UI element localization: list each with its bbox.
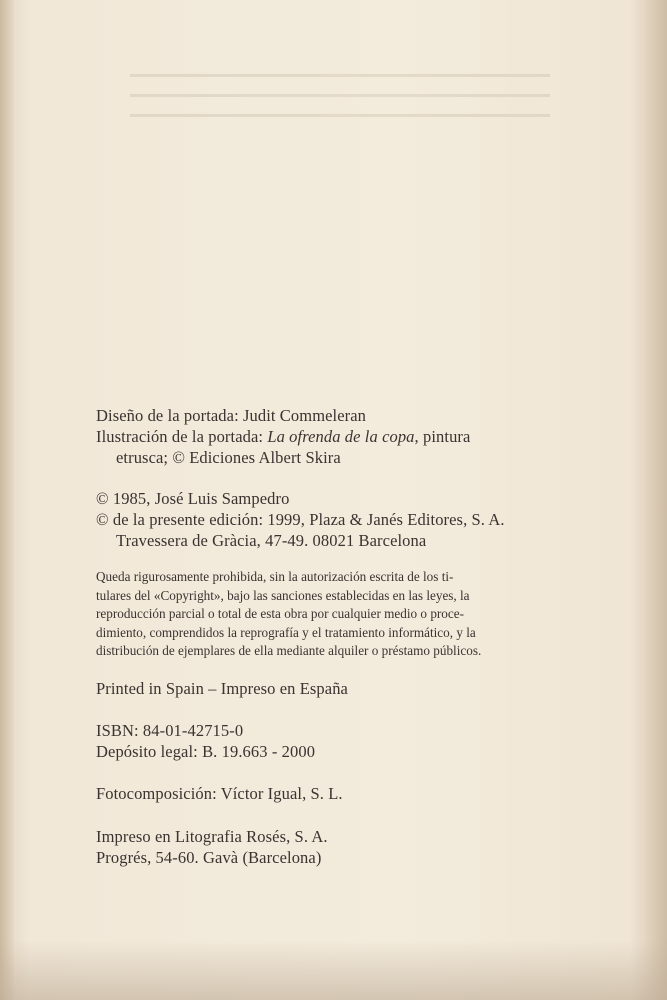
printed-in <box>96 678 566 699</box>
legal-notice <box>96 568 566 661</box>
illustration-suffix: , pintura <box>414 427 471 446</box>
cover-credits <box>96 405 566 468</box>
printer-name: Impreso en Litografia Rosés, S. A. <box>96 827 328 846</box>
legal-notice-line: tulares del «Copyright», bajo las sanciones establecidas en las leyes, la <box>96 587 470 603</box>
legal-notice-line: reproducción parcial o total de esta obra por cualquier medio o proce- <box>96 606 464 621</box>
illustration-prefix: Ilustración de la portada: <box>96 427 268 446</box>
legal-notice-line: dimiento, comprendidos la reprografía y el tratamiento informático, y la <box>96 624 476 640</box>
deposito-legal: Depósito legal: B. 19.663 - 2000 <box>96 742 316 761</box>
printed-in-spain: Printed in Spain – Impreso en España <box>96 679 348 698</box>
publisher-address: Travessera de Gràcia, 47-49. 08021 Barcelona <box>116 531 427 550</box>
author-copyright: © 1985, José Luis Sampedro <box>96 489 290 508</box>
fotocomposicion: Fotocomposición: Víctor Igual, S. L. <box>96 784 343 803</box>
page-bottom-shadow <box>0 940 667 1000</box>
legal-notice-line: Queda rigurosamente prohibida, sin la autorización escrita de los ti- <box>96 569 454 584</box>
page-edge-shadow <box>629 0 667 1000</box>
edition-copyright: © de la presente edición: 1999, Plaza & Janés Editores, S. A. <box>96 510 505 529</box>
isbn-block <box>96 720 566 762</box>
isbn: ISBN: 84-01-42715-0 <box>96 721 244 740</box>
legal-notice-line: distribución de ejemplares de ella mediante alquiler o préstamo públicos. <box>96 643 482 658</box>
printer-block <box>96 826 566 868</box>
copyright-block <box>96 488 566 551</box>
page-gutter-shadow <box>0 0 14 1000</box>
printer-address: Progrés, 54-60. Gavà (Barcelona) <box>96 848 322 867</box>
bleed-through-text-lines <box>130 62 550 132</box>
illustration-credit-line2: etrusca; © Ediciones Albert Skira <box>116 448 341 467</box>
illustration-credit <box>96 426 566 447</box>
illustration-title: La ofrenda de la copa <box>267 427 415 446</box>
typesetting-credit <box>96 783 566 804</box>
design-credit: Diseño de la portada: Judit Commeleran <box>96 406 367 425</box>
